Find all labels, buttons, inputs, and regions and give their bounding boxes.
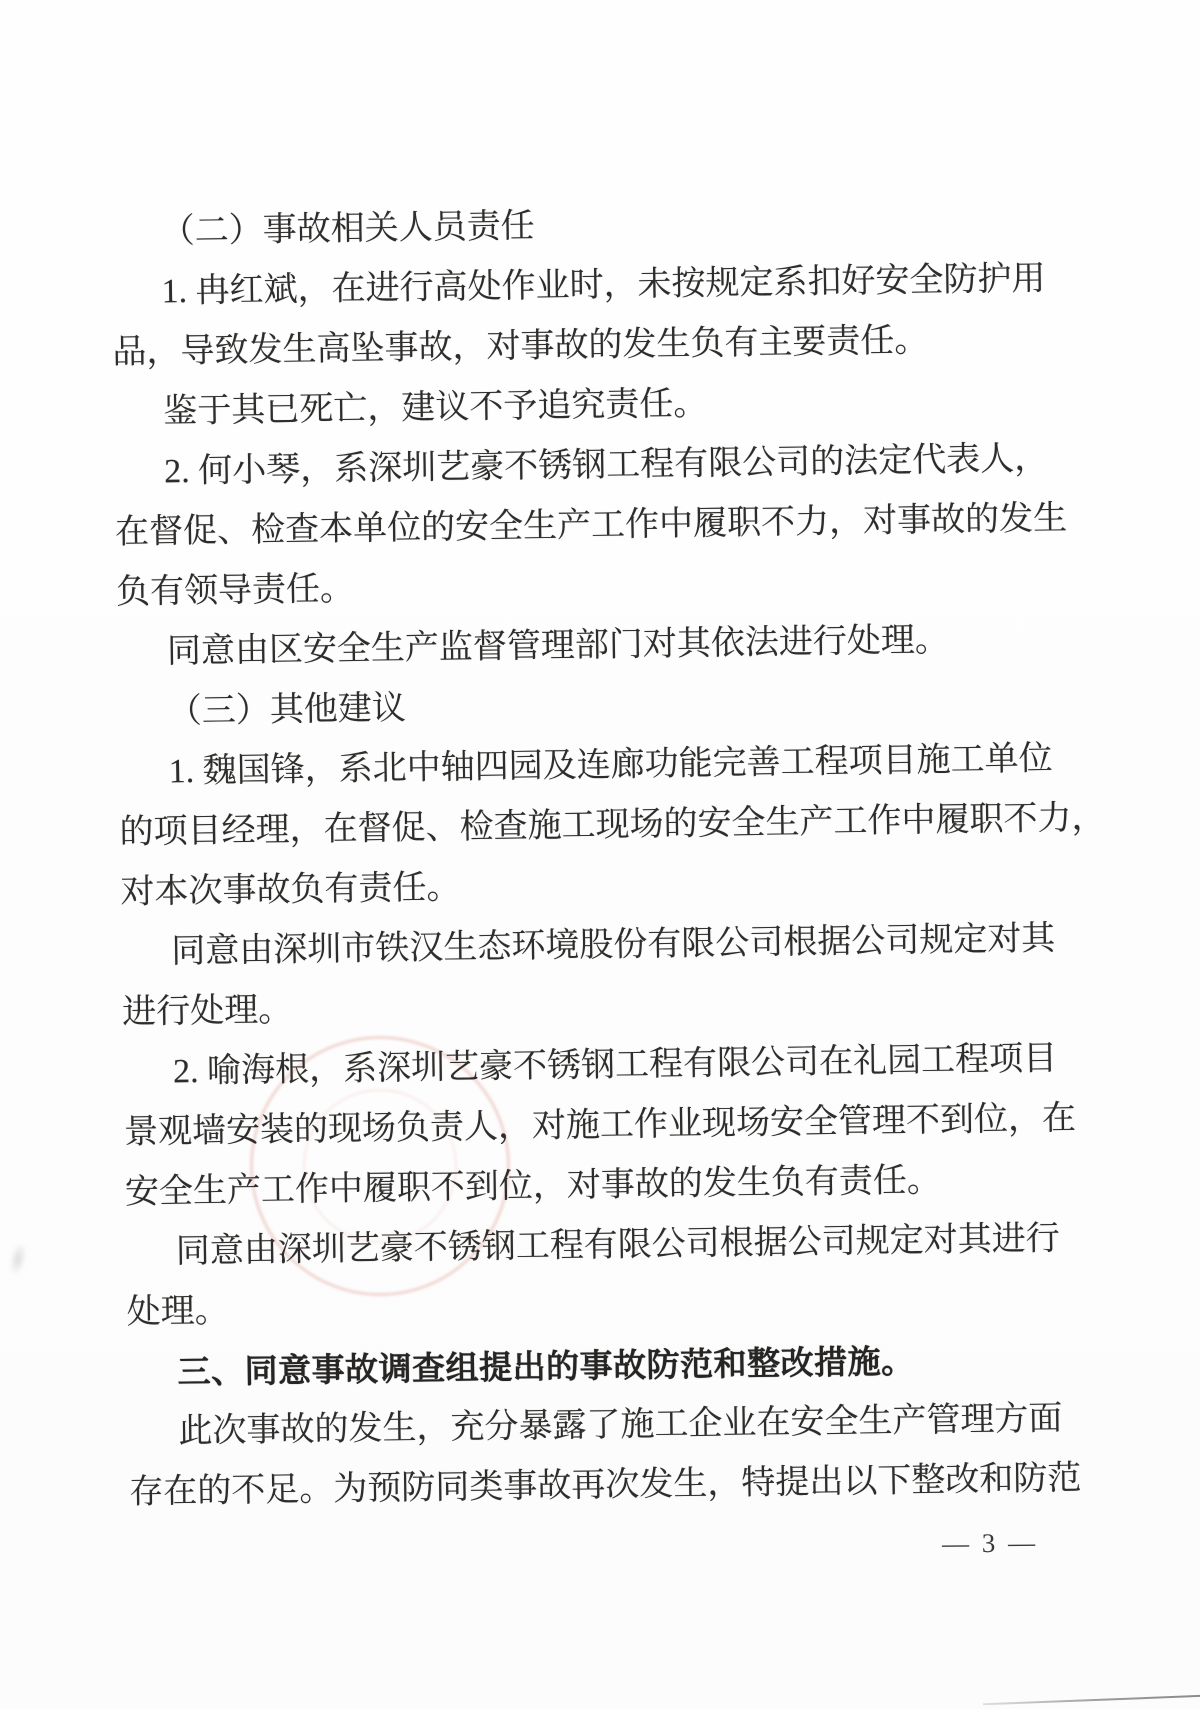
page-number: — 3 — (941, 1527, 1039, 1559)
document-line: 2. 喻海根，系深圳艺豪不锈钢工程有限公司在礼园工程项目 (172, 1040, 1058, 1091)
document-line: 1. 冉红斌，在进行高处作业时，未按规定系扣好安全防护用 (161, 260, 1046, 311)
document-line: （二）事故相关人员责任 (160, 207, 535, 251)
document-line: 鉴于其已死亡，建议不予追究责任。 (163, 385, 708, 431)
document-line: 品，导致发生高坠事故，对事故的发生负有主要责任。 (112, 322, 929, 372)
document-line: 1. 魏国锋，系北中轴四园及连廊功能完善工程项目施工单位 (168, 740, 1053, 791)
document-line: 2. 何小琴，系深圳艺豪不锈钢工程有限公司的法定代表人， (163, 440, 1049, 491)
document-line: 存在的不足。为预防同类事故再次发生，特提出以下整改和防范 (129, 1459, 1082, 1512)
document-line: 在督促、检查本单位的安全生产工作中履职不力，对事故的发生 (114, 500, 1068, 552)
document-body (110, 189, 1106, 1523)
document-line: （三）其他建议 (167, 689, 407, 731)
scan-edge-artifact (983, 1695, 1200, 1706)
document-line: 三、同意事故调查组提出的事故防范和整改措施。 (177, 1342, 915, 1391)
document-line: 的项目经理，在督促、检查施工现场的安全生产工作中履职不力， (119, 799, 1106, 852)
document-line: 进行处理。 (121, 991, 293, 1032)
document-line: 安全生产工作中履职不到位，对事故的发生负有责任。 (124, 1161, 942, 1212)
document-line: 负有领导责任。 (115, 570, 355, 612)
document-line: 同意由深圳市铁汉生态环境股份有限公司根据公司规定对其 (171, 920, 1056, 971)
document-line: 此次事故的发生，充分暴露了施工企业在安全生产管理方面 (178, 1400, 1063, 1451)
document-line: 景观墙安装的现场负责人，对施工作业现场安全管理不到位，在 (123, 1099, 1077, 1152)
scan-smudge (6, 1241, 30, 1278)
document-line: 处理。 (126, 1292, 229, 1332)
document-line: 对本次事故负有责任。 (120, 869, 461, 912)
document-line: 同意由深圳艺豪不锈钢工程有限公司根据公司规定对其进行 (175, 1220, 1061, 1271)
document-line: 同意由区安全生产监督管理部门对其依法进行处理。 (166, 621, 950, 671)
